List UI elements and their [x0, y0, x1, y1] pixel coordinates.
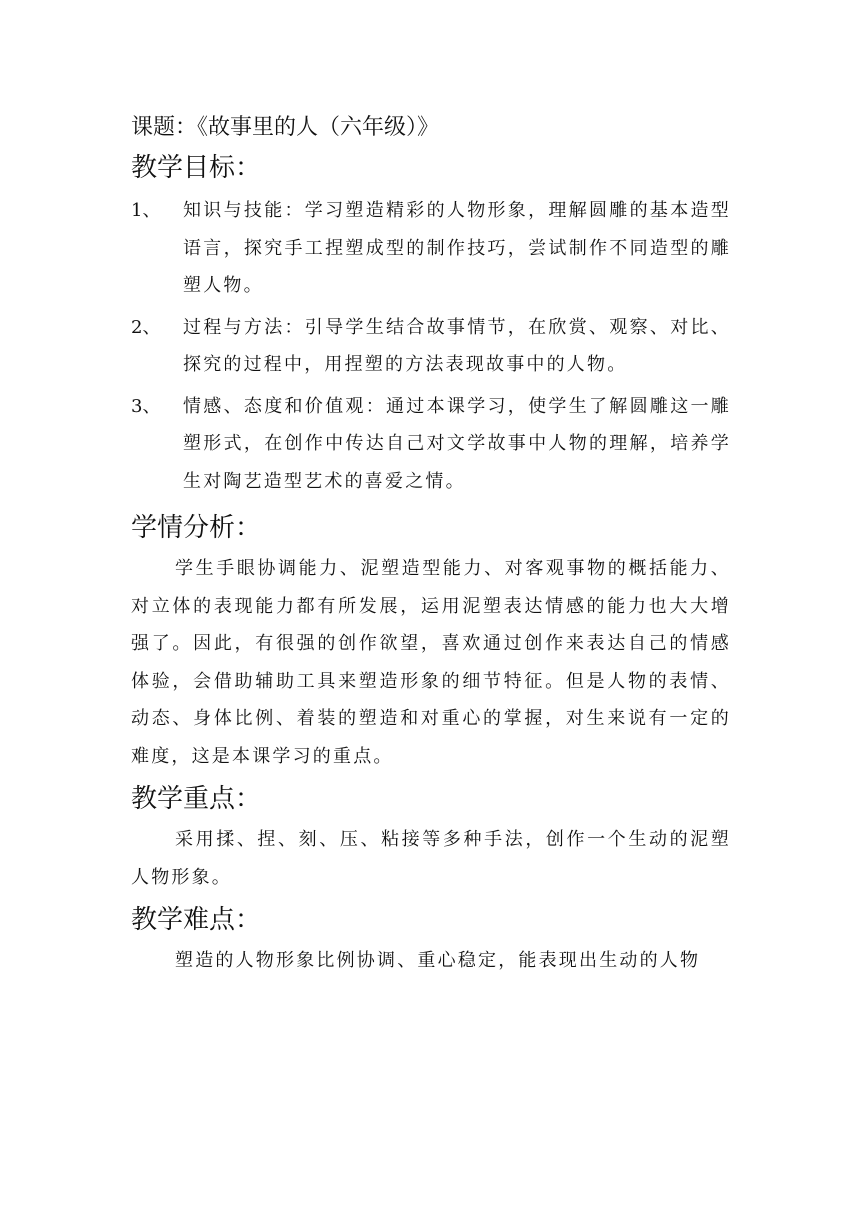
objectives-heading: 教学目标：	[131, 153, 262, 183]
objective-number: 2、	[131, 316, 161, 338]
objective-item-2	[131, 309, 731, 388]
document-content	[131, 110, 731, 984]
key-points-heading: 教学重点：	[131, 784, 262, 814]
objective-text: 情感、态度和价值观：通过本课学习，使学生了解圆雕这一雕塑形式，在创作中传达自己对文学故事中人物的理解，培养学生对陶艺造型艺术的喜爱之情。	[183, 395, 731, 492]
analysis-paragraph: 学生手眼协调能力、泥塑造型能力、对客观事物的概括能力、对立体的表现能力都有所发展，运用泥塑表达情感的能力也大大增强了。因此，有很强的创作欲望，喜欢通过创作来表达自己的情感体验，会借助辅助工具来塑造形象的细节特征。但是人物的表情、动态、身体比例、着装的塑造和对重心的掌握，对生来说有一定的难度，这是本课学习的重点。	[131, 558, 731, 767]
key-points-paragraph: 采用揉、捏、刻、压、粘接等多种手法，创作一个生动的泥塑人物形象。	[131, 829, 731, 888]
objective-text: 知识与技能：学习塑造精彩的人物形象，理解圆雕的基本造型语言，探究手工捏塑成型的制作技巧，尝试制作不同造型的雕塑人物。	[183, 200, 731, 296]
difficulties-heading: 教学难点：	[131, 905, 262, 935]
objective-item-1	[131, 192, 731, 309]
difficulties-paragraph: 塑造的人物形象比例协调、重心稳定，能表现出生动的人物	[175, 950, 701, 971]
objective-number: 3、	[131, 395, 161, 417]
objective-text: 过程与方法：引导学生结合故事情节，在欣赏、观察、对比、探究的过程中，用捏塑的方法表现故事中的人物。	[183, 316, 731, 375]
objective-number: 1、	[131, 200, 161, 221]
objectives-list	[131, 192, 731, 504]
objective-item-3	[131, 388, 731, 505]
analysis-heading: 学情分析：	[131, 513, 262, 543]
lesson-title: 课题：《故事里的人（六年级）》	[131, 115, 440, 140]
